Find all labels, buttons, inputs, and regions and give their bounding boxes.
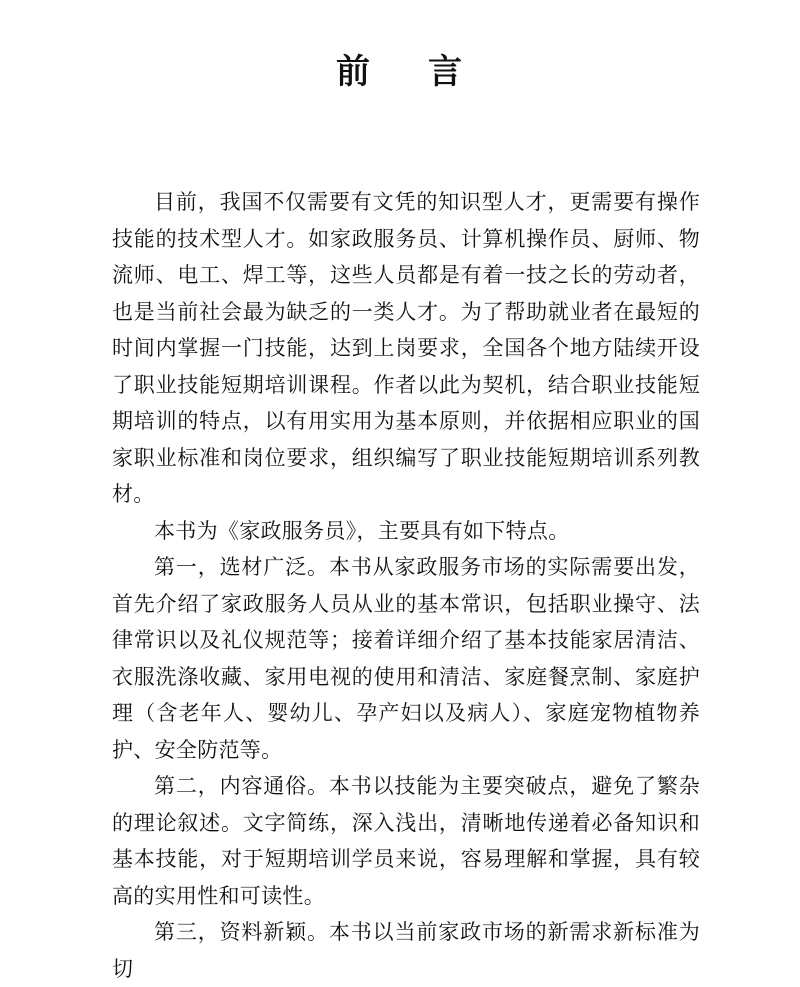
paragraph-feature-two: 第二，内容通俗。本书以技能为主要突破点，避免了繁杂的理论叙述。文字简练，深入浅出，清晰地传递着必备知识和基本技能，对于短期培训学员来说，容易理解和掌握，具有较高的实用性和可读性。 bbox=[112, 774, 700, 908]
page-title bbox=[0, 44, 800, 93]
title-char-left: 前 bbox=[336, 52, 372, 92]
paragraph-intro: 目前，我国不仅需要有文凭的知识型人才，更需要有操作技能的技术型人才。如家政服务员、计算机操作员、厨师、物流师、电工、焊工等，这些人员都是有着一技之长的劳动者，也是当前社会最为缺乏的一类人才。为了帮助就业者在最短的时间内掌握一门技能，达到上岗要求，全国各个地方陆续开设了职业技能短期培训课程。作者以此为契机，结合职业技能短期培训的特点，以有用实用为基本原则，并依据相应职业的国家职业标准和岗位要求，组织编写了职业技能短期培训系列教材。 bbox=[112, 190, 700, 506]
paragraph-book-features: 本书为《家政服务员》，主要具有如下特点。 bbox=[154, 518, 570, 543]
paragraph-feature-one: 第一，选材广泛。本书从家政服务市场的实际需要出发，首先介绍了家政服务人员从业的基本常识，包括职业操守、法律常识以及礼仪规范等；接着详细介绍了基本技能家居清洁、衣服洗涤收藏、家用电视的使用和清洁、家庭餐烹制、家庭护理（含老年人、婴幼儿、孕产妇以及病人）、家庭宠物植物养护、安全防范等。 bbox=[112, 555, 700, 762]
preface-body bbox=[112, 184, 700, 987]
paragraph-feature-three: 第三，资料新颖。本书以当前家政市场的新需求新标准为切 bbox=[112, 920, 700, 981]
title-char-right: 言 bbox=[428, 52, 464, 92]
